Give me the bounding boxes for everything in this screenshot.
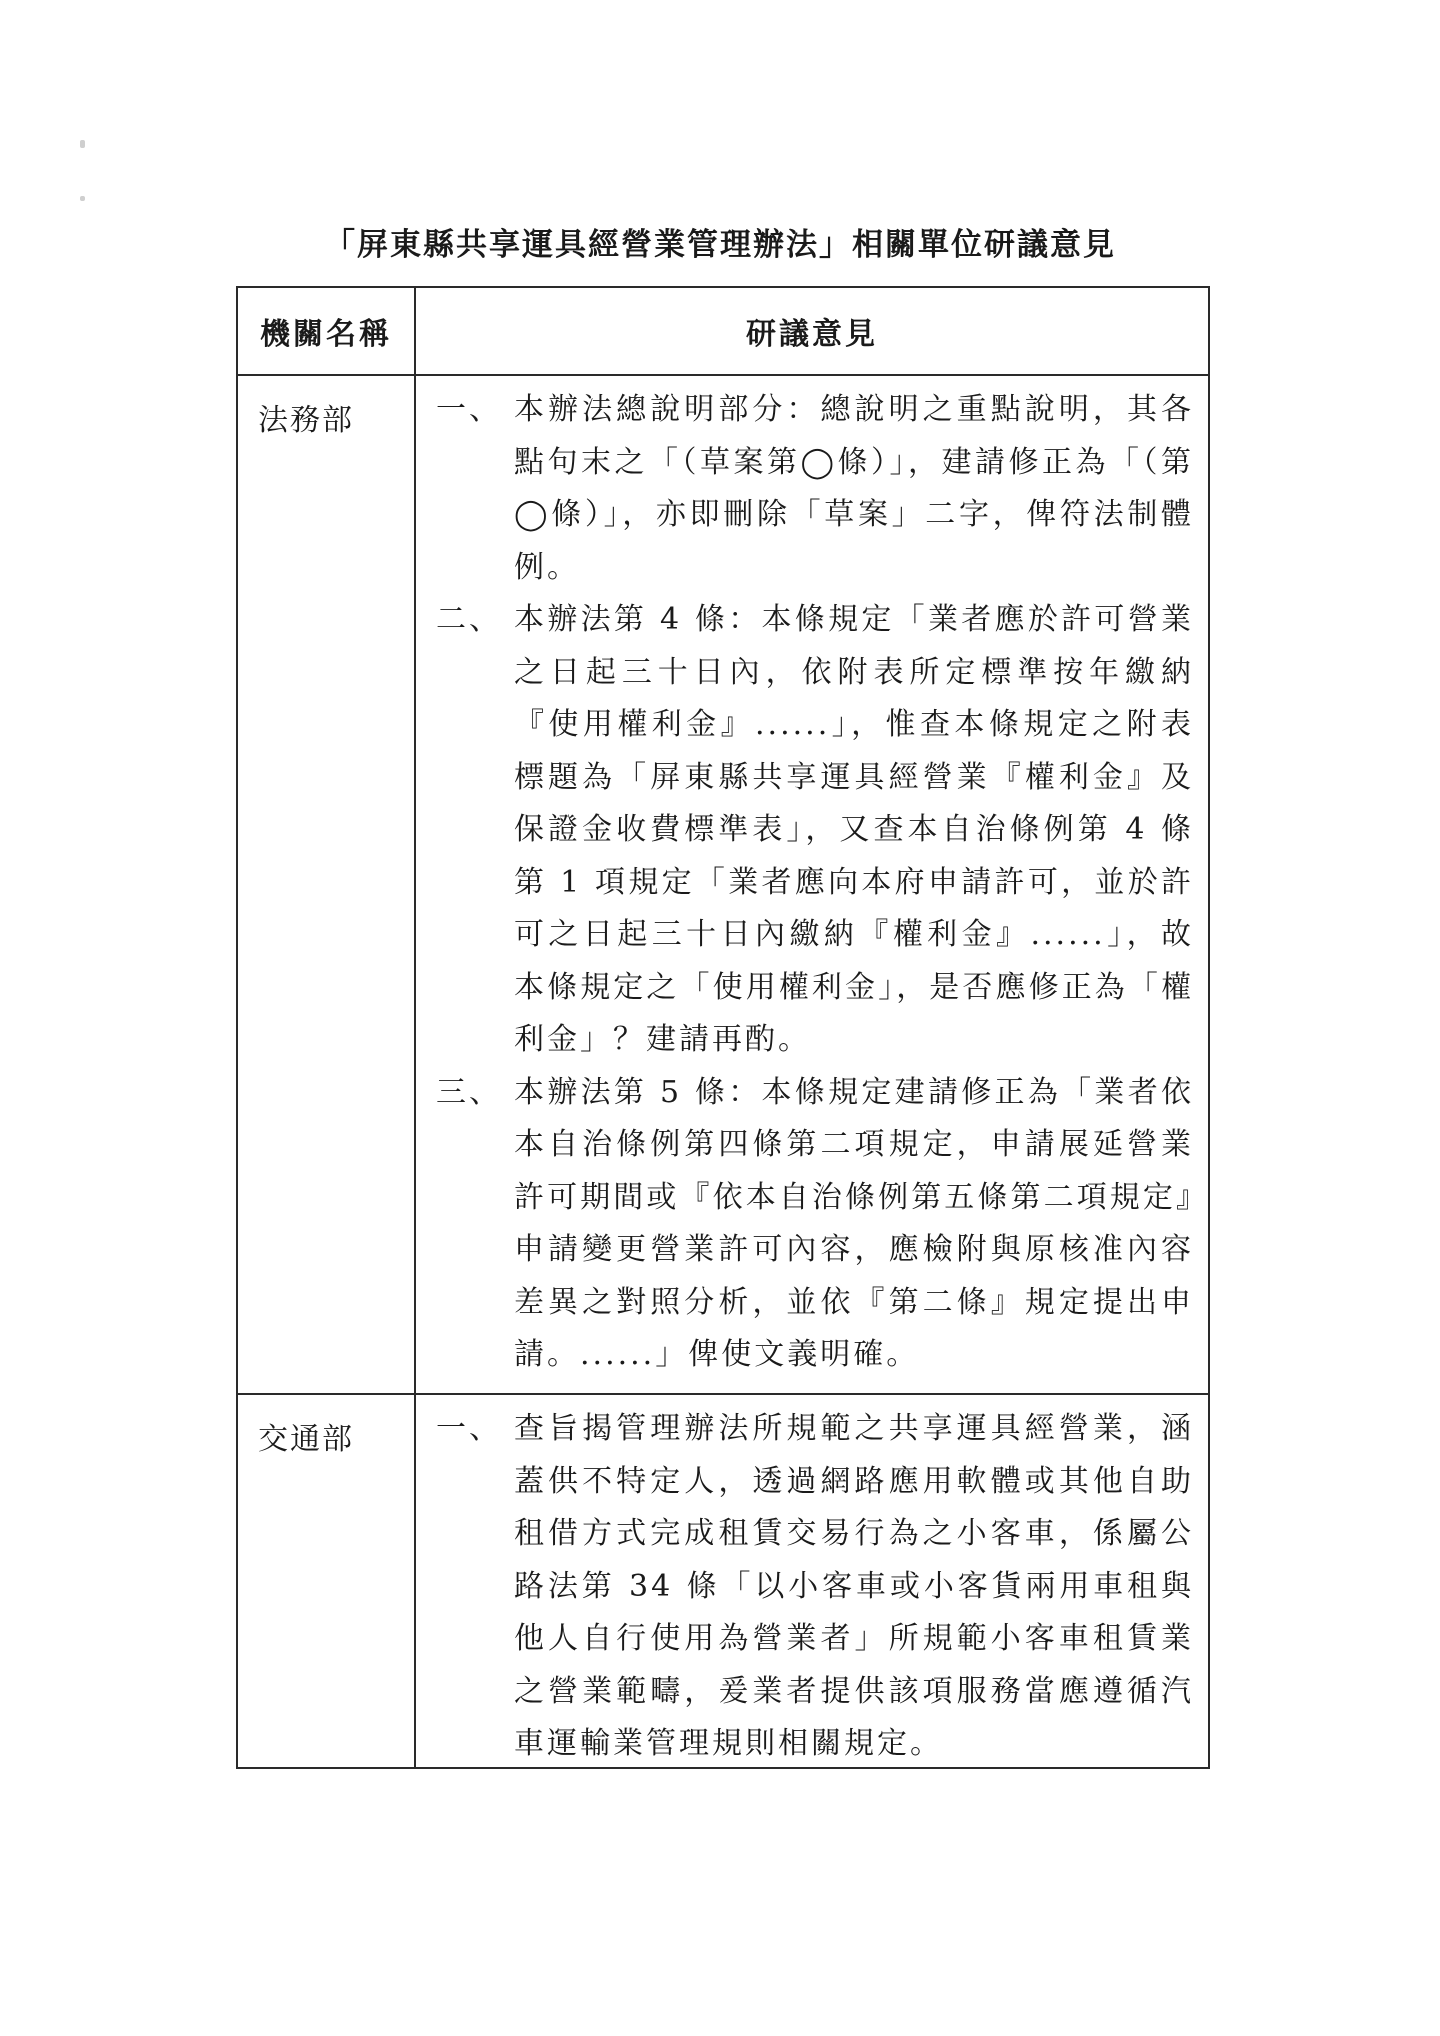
table-row	[238, 1393, 1208, 1767]
opinion-item	[430, 594, 1194, 1067]
item-text: 查旨揭管理辦法所規範之共享運具經營業，涵蓋供不特定人，透過網路應用軟體或其他自助租借方式完成租賃交易行為之小客車，係屬公路法第 34 條「以小客車或小客貨兩用車租與他人自行使用為營業者」所規範小客車租賃業之營業範疇，爰業者提供該項服務當應遵循汽車運輸業管理規則相關規定。	[514, 1411, 1194, 1761]
scan-speck	[80, 140, 85, 148]
header-opinion: 研議意見	[746, 317, 878, 352]
table-row	[238, 374, 1208, 1393]
opinion-item	[430, 1067, 1194, 1382]
item-number: 一、	[436, 392, 502, 427]
opinion-cell	[416, 1395, 1208, 1767]
item-text: 本辦法第 5 條：本條規定建請修正為「業者依本自治條例第四條第二項規定，申請展延營業許可期間或『依本自治條例第五條第二項規定』申請變更營業許可內容，應檢附與原核准內容差異之對照分析，並依『第二條』規定提出申請。......」俾使文義明確。	[514, 1074, 1194, 1372]
opinion-item	[430, 1403, 1194, 1771]
item-number: 一、	[436, 1411, 502, 1446]
item-number: 二、	[436, 602, 502, 637]
item-text: 本辦法第 4 條：本條規定「業者應於許可營業之日起三十日內，依附表所定標準按年繳納『使用權利金』......」，惟查本條規定之附表標題為「屏東縣共享運具經營業『權利金』及保證金收費標準表」，又查本自治條例第 4 條第 1 項規定「業者應向本府申請許可，並於許可之日起三十日內繳納『權利金』......」，故本條規定之「使用權利金」，是否應修正為「權利金」？建請再酌。	[514, 602, 1194, 1057]
document-title: 「屏東縣共享運具經營業管理辦法」相關單位研議意見	[324, 227, 1116, 263]
table-header-row	[238, 288, 1208, 374]
opinion-item	[430, 384, 1194, 594]
opinion-cell	[416, 376, 1208, 1393]
org-name: 法務部	[238, 376, 416, 1393]
item-text: 本辦法總說明部分：總說明之重點說明，其各點句末之「（草案第◯條）」，建請修正為「（第◯條）」，亦即刪除「草案」二字，俾符法制體例。	[514, 392, 1194, 585]
item-number: 三、	[436, 1074, 502, 1110]
scan-speck	[80, 196, 85, 201]
org-name: 交通部	[238, 1395, 416, 1767]
header-org: 機關名稱	[238, 288, 416, 374]
opinion-table	[236, 286, 1210, 1769]
